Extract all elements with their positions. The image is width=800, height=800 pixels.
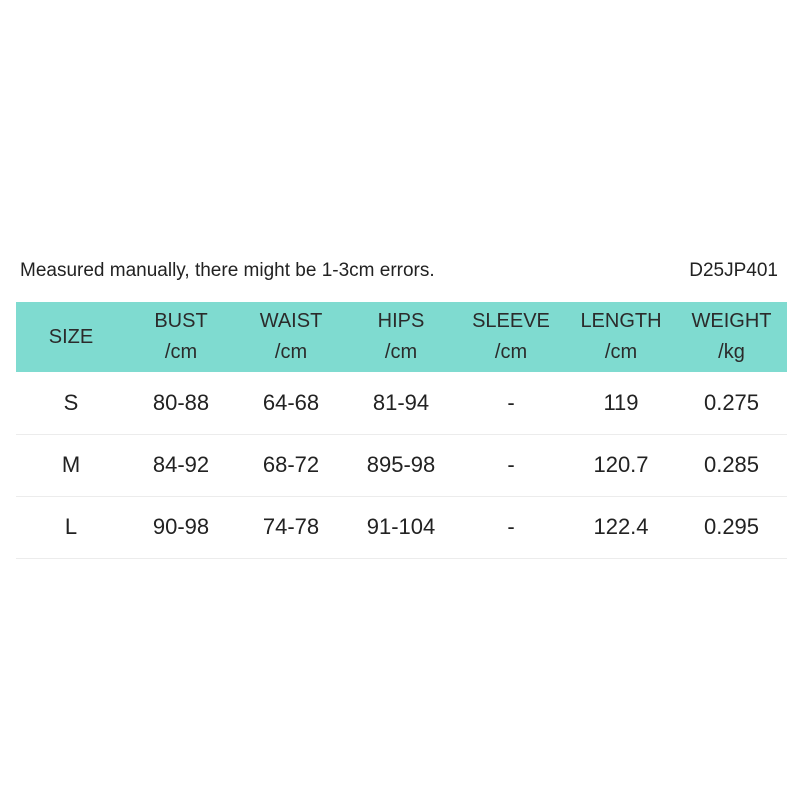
table-row — [16, 496, 787, 558]
measurement-disclaimer: Measured manually, there might be 1-3cm errors. — [20, 260, 435, 281]
cell-length: 122.4 — [593, 514, 649, 539]
size-chart-table — [16, 302, 787, 559]
cell-waist: 64-68 — [262, 389, 320, 415]
cell-bust: 90-98 — [152, 514, 210, 539]
cell-bust: 80-88 — [152, 389, 210, 415]
cell-hips: 895-98 — [366, 452, 436, 477]
cell-size: L — [64, 514, 78, 539]
cell-length: 119 — [603, 389, 639, 415]
cell-size: M — [61, 452, 81, 477]
header-hips: HIPS /cm — [377, 310, 425, 363]
table-header-row — [16, 302, 787, 372]
cell-sleeve: - — [507, 389, 515, 415]
table-row — [16, 434, 787, 496]
cell-size: S — [63, 389, 79, 415]
cell-length: 120.7 — [593, 452, 649, 477]
cell-waist: 68-72 — [262, 452, 320, 477]
cell-sleeve: - — [507, 514, 515, 539]
header-weight: WEIGHT /kg — [691, 310, 772, 363]
header-size: SIZE — [48, 325, 94, 348]
cell-weight: 0.275 — [703, 389, 760, 415]
measurement-note-row — [20, 258, 778, 284]
cell-sleeve: - — [507, 452, 515, 477]
table-row — [16, 372, 787, 434]
cell-hips: 91-104 — [366, 514, 436, 539]
product-code: D25JP401 — [689, 260, 778, 281]
cell-waist: 74-78 — [262, 514, 320, 539]
cell-bust: 84-92 — [152, 452, 210, 477]
header-bust: BUST /cm — [154, 310, 208, 363]
cell-weight: 0.295 — [703, 514, 760, 539]
header-waist: WAIST /cm — [259, 310, 323, 363]
header-sleeve: SLEEVE /cm — [472, 310, 550, 363]
cell-weight: 0.285 — [703, 452, 760, 477]
header-length: LENGTH /cm — [580, 310, 662, 363]
cell-hips: 81-94 — [372, 389, 430, 415]
